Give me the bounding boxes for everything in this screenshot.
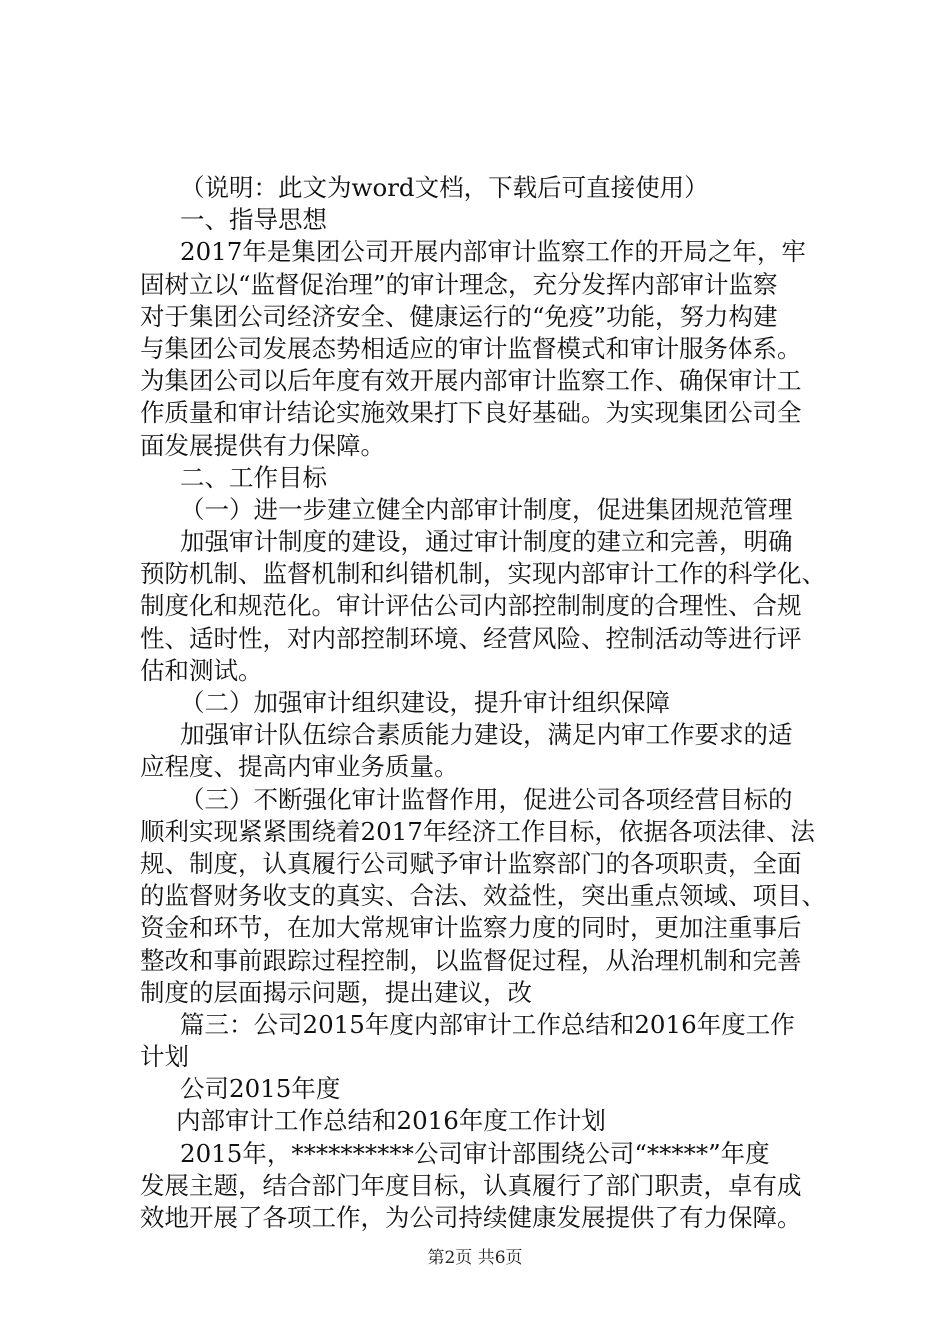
paragraph-line: 制度化和规范化。审计评估公司内部控制制度的合理性、合规	[140, 591, 802, 621]
page-number-footer: 第2页 共6页	[427, 1248, 523, 1268]
section-heading: 二、工作目标	[180, 462, 327, 492]
chapter-heading-continued: 计划	[140, 1042, 189, 1072]
subsection-heading: （一）进一步建立健全内部审计制度，促进集团规范管理	[180, 494, 793, 524]
paragraph-line: 作质量和审计结论实施效果打下良好基础。为实现集团公司全	[140, 398, 802, 428]
paragraph-line: 2017年是集团公司开展内部审计监察工作的开局之年，牢	[180, 237, 806, 267]
paragraph-line: 对于集团公司经济安全、健康运行的“免疫”功能，努力构建	[140, 301, 778, 331]
section-heading: 一、指导思想	[180, 205, 327, 235]
paragraph-line: 发展主题，结合部门年度目标，认真履行了部门职责，卓有成	[140, 1170, 802, 1200]
paragraph-line: 的监督财务收支的真实、合法、效益性，突出重点领域、项目、	[140, 881, 826, 911]
report-title: 公司2015年度	[180, 1074, 341, 1104]
report-subtitle: 内部审计工作总结和2016年度工作计划	[176, 1106, 606, 1136]
subsection-heading: （三）不断强化审计监督作用，促进公司各项经营目标的	[180, 784, 793, 814]
document-body	[140, 172, 840, 1234]
paragraph-line: 性、适时性，对内部控制环境、经营风险、控制活动等进行评	[140, 623, 802, 653]
paragraph-line: 整改和事前跟踪过程控制，以监督促过程，从治理机制和完善	[140, 945, 802, 975]
subsection-heading: （二）加强审计组织建设，提升审计组织保障	[180, 688, 670, 717]
paragraph-line: 加强审计制度的建设，通过审计制度的建立和完善，明确	[180, 527, 793, 557]
paragraph-line: 顺利实现紧紧围绕着2017年经济工作目标，依据各项法律、法	[140, 816, 815, 846]
paragraph-line: 与集团公司发展态势相适应的审计监督模式和审计服务体系。	[140, 333, 802, 363]
paragraph-line: 加强审计队伍综合素质能力建设，满足内审工作要求的适	[180, 720, 793, 750]
paragraph-line: 固树立以“监督促治理”的审计理念，充分发挥内部审计监察	[140, 269, 778, 299]
paragraph-line: 面发展提供有力保障。	[140, 430, 385, 460]
chapter-heading: 篇三：公司2015年度内部审计工作总结和2016年度工作	[180, 1009, 795, 1039]
paragraph-line: 应程度、提高内审业务质量。	[140, 752, 459, 782]
paragraph-line: 制度的层面揭示问题，提出建议，改	[140, 977, 532, 1007]
paragraph-line: 2015年，**********公司审计部围绕公司“*****”年度	[180, 1138, 770, 1168]
paragraph-line: 资金和环节，在加大常规审计监察力度的同时，更加注重事后	[140, 913, 802, 943]
document-note: （说明：此文为word文档，下载后可直接使用）	[180, 173, 709, 202]
paragraph-line: 预防机制、监督机制和纠错机制，实现内部审计工作的科学化、	[140, 559, 826, 589]
paragraph-line: 估和测试。	[140, 655, 263, 685]
paragraph-line: 为集团公司以后年度有效开展内部审计监察工作、确保审计工	[140, 366, 802, 396]
paragraph-line: 规、制度，认真履行公司赋予审计监察部门的各项职责，全面	[140, 848, 802, 878]
paragraph-line: 效地开展了各项工作，为公司持续健康发展提供了有力保障。	[140, 1203, 802, 1232]
